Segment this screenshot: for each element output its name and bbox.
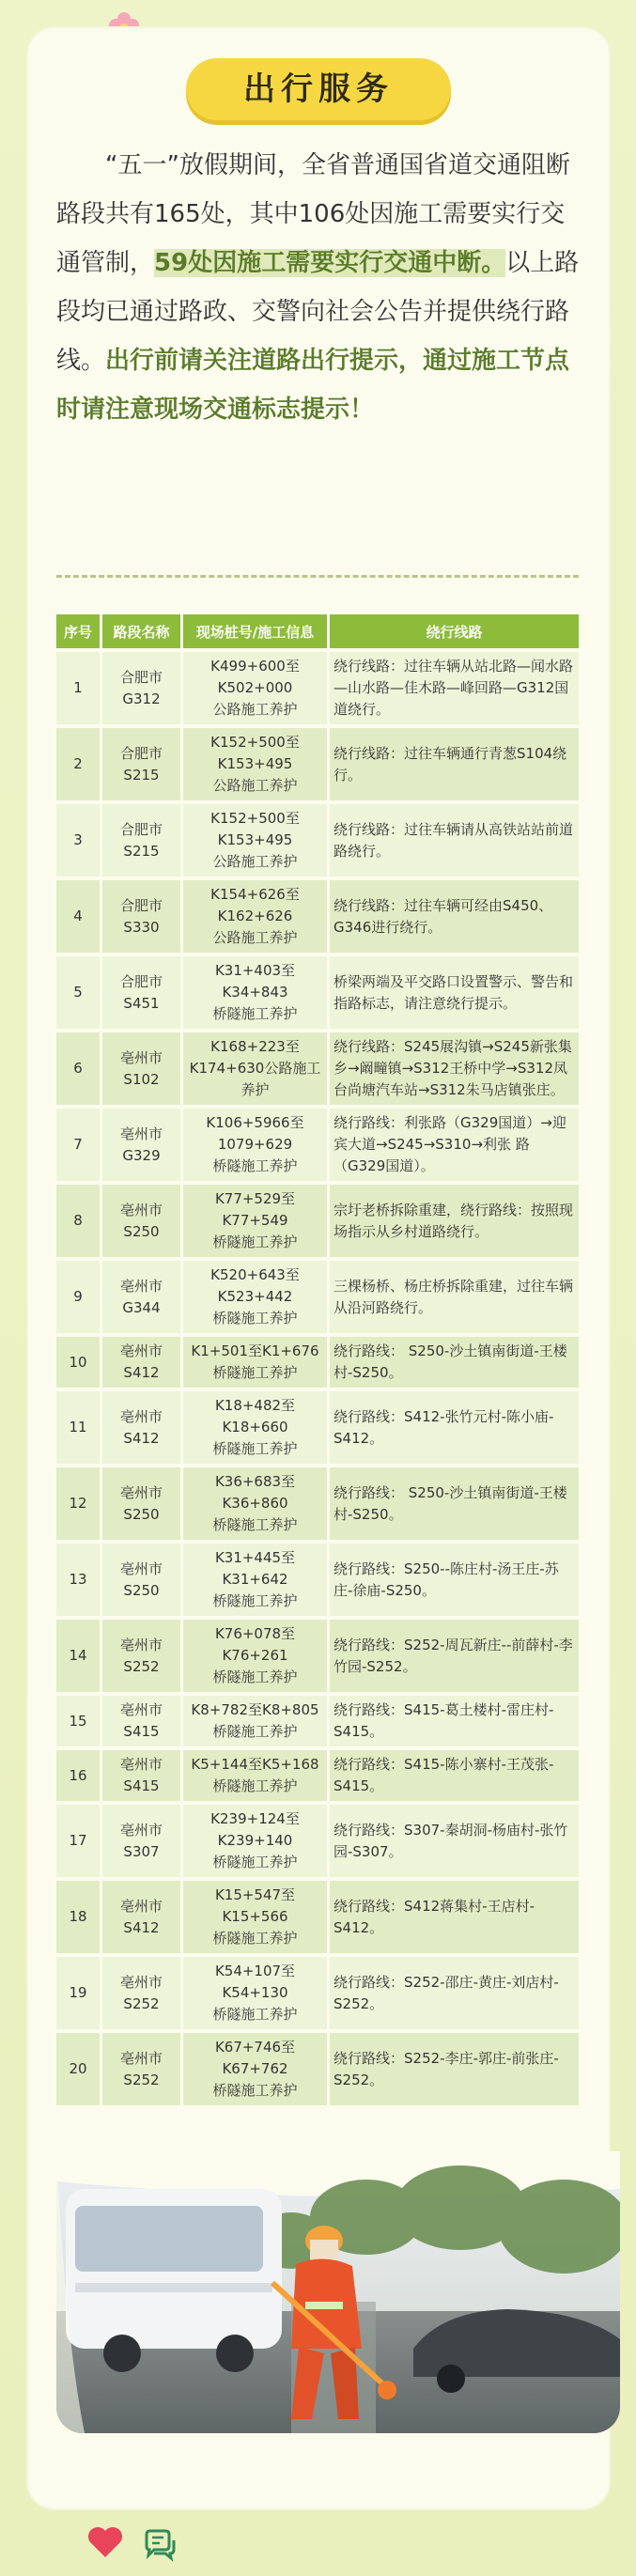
row-road-name: 合肥市 S215 xyxy=(100,728,180,800)
table-row xyxy=(56,1261,579,1333)
row-stake-info: K77+529至 K77+549 桥隧施工养护 xyxy=(180,1185,327,1257)
row-index: 14 xyxy=(56,1620,100,1692)
row-stake-info: K499+600至 K502+000 公路施工养护 xyxy=(180,652,327,724)
table-row xyxy=(56,1185,579,1257)
row-index: 19 xyxy=(56,1957,100,2029)
row-stake-info: K76+078至 K76+261 桥隧施工养护 xyxy=(180,1620,327,1692)
header-detour: 绕行线路 xyxy=(327,614,579,648)
heart-icon[interactable] xyxy=(86,2525,124,2559)
header-road-name: 路段名称 xyxy=(100,614,180,648)
row-stake-info: K31+403至 K34+843 桥隧施工养护 xyxy=(180,956,327,1029)
row-stake-info: K152+500至 K153+495 公路施工养护 xyxy=(180,728,327,800)
table-row xyxy=(56,1337,579,1388)
row-index: 1 xyxy=(56,652,100,724)
row-detour: 绕行路线：利张路（G329国道）→迎宾大道→S245→S310→利张 路（G329国道）。 xyxy=(327,1109,579,1181)
row-stake-info: K67+746至 K67+762 桥隧施工养护 xyxy=(180,2033,327,2105)
row-detour: 绕行路线： S250-沙土镇南街道-王楼村-S250。 xyxy=(327,1467,579,1540)
table-row xyxy=(56,1467,579,1540)
dashed-divider xyxy=(56,575,579,578)
row-index: 10 xyxy=(56,1337,100,1388)
row-stake-info: K152+500至 K153+495 公路施工养护 xyxy=(180,804,327,877)
row-detour: 绕行线路：过往车辆可经由S450、G346进行绕行。 xyxy=(327,880,579,953)
row-road-name: 亳州市 G344 xyxy=(100,1261,180,1333)
row-detour: 宗圩老桥拆除重建，绕行路线：按照现场指示从乡村道路绕行。 xyxy=(327,1185,579,1257)
row-stake-info: K31+445至 K31+642 桥隧施工养护 xyxy=(180,1544,327,1616)
table-row xyxy=(56,728,579,800)
row-detour: 绕行线路：过往车辆从站北路—闻水路—山水路—佳木路—峰回路—G312国道绕行。 xyxy=(327,652,579,724)
row-stake-info: K1+501至K1+676 桥隧施工养护 xyxy=(180,1337,327,1388)
comment-icon[interactable] xyxy=(141,2525,178,2563)
row-stake-info: K106+5966至 1079+629 桥隧施工养护 xyxy=(180,1109,327,1181)
row-detour: 三棵杨桥、杨庄桥拆除重建，过往车辆从沿河路绕行。 xyxy=(327,1261,579,1333)
row-stake-info: K154+626至 K162+626 公路施工养护 xyxy=(180,880,327,953)
section-title-text: 出行服务 xyxy=(243,70,394,108)
row-road-name: 亳州市 S252 xyxy=(100,1620,180,1692)
intro-paragraph xyxy=(56,141,582,434)
table-row xyxy=(56,1620,579,1692)
row-index: 2 xyxy=(56,728,100,800)
row-road-name: 亳州市 S415 xyxy=(100,1696,180,1746)
row-road-name: 合肥市 S215 xyxy=(100,804,180,877)
row-index: 6 xyxy=(56,1032,100,1105)
table-row xyxy=(56,1750,579,1801)
row-stake-info: K18+482至 K18+660 桥隧施工养护 xyxy=(180,1391,327,1464)
table-body xyxy=(56,652,579,2105)
row-road-name: 亳州市 S102 xyxy=(100,1032,180,1105)
row-detour: 绕行路线：S252-邵庄-黄庄-刘店村-S252。 xyxy=(327,1957,579,2029)
table-row xyxy=(56,1881,579,1953)
table-row xyxy=(56,2033,579,2105)
row-stake-info: K5+144至K5+168 桥隧施工养护 xyxy=(180,1750,327,1801)
row-road-name: 亳州市 S250 xyxy=(100,1467,180,1540)
row-road-name: 亳州市 S307 xyxy=(100,1805,180,1877)
row-detour: 绕行路线： S250-沙土镇南街道-王楼村-S250。 xyxy=(327,1337,579,1388)
row-road-name: 亳州市 S412 xyxy=(100,1391,180,1464)
row-index: 20 xyxy=(56,2033,100,2105)
row-detour: 绕行线路：过往车辆通行青葱S104绕行。 xyxy=(327,728,579,800)
row-road-name: 亳州市 S250 xyxy=(100,1185,180,1257)
row-stake-info: K520+643至 K523+442 桥隧施工养护 xyxy=(180,1261,327,1333)
row-index: 15 xyxy=(56,1696,100,1746)
row-index: 16 xyxy=(56,1750,100,1801)
table-row xyxy=(56,1696,579,1746)
row-index: 7 xyxy=(56,1109,100,1181)
road-closure-table xyxy=(56,611,579,2109)
intro-text-1: “五一”放假期间，全省普通国省道交通阻断路段共有165处，其中106处因施工需要实行交通管制， xyxy=(56,151,570,277)
row-detour: 绕行路线：S250--陈庄村-汤王庄-苏庄-徐庙-S250。 xyxy=(327,1544,579,1616)
row-road-name: 亳州市 S412 xyxy=(100,1881,180,1953)
row-stake-info: K168+223至 K174+630公路施工养护 xyxy=(180,1032,327,1105)
row-road-name: 亳州市 S412 xyxy=(100,1337,180,1388)
row-detour: 绕行线路：S245展沟镇→S245新张集乡→阚疃镇→S312王桥中学→S312凤台尚塘汽车站→S312朱马店镇张庄。 xyxy=(327,1032,579,1105)
table-row xyxy=(56,1544,579,1616)
row-detour: 绕行路线：S412蒋集村-王店村-S412。 xyxy=(327,1881,579,1953)
row-road-name: 合肥市 S451 xyxy=(100,956,180,1029)
header-index: 序号 xyxy=(56,614,100,648)
table-row xyxy=(56,880,579,953)
row-road-name: 合肥市 G312 xyxy=(100,652,180,724)
row-index: 3 xyxy=(56,804,100,877)
bus-shape xyxy=(66,2189,282,2372)
table-row xyxy=(56,1391,579,1464)
row-road-name: 亳州市 G329 xyxy=(100,1109,180,1181)
row-stake-info: K8+782至K8+805 桥隧施工养护 xyxy=(180,1696,327,1746)
section-title xyxy=(186,58,451,120)
table-row xyxy=(56,652,579,724)
intro-text-2: 以上路段均已通过路政、交警向社会公告并提供绕行路线。 xyxy=(56,249,580,375)
header-stake-info: 现场桩号/施工信息 xyxy=(180,614,327,648)
table-row xyxy=(56,804,579,877)
table-row xyxy=(56,1957,579,2029)
row-road-name: 亳州市 S415 xyxy=(100,1750,180,1801)
row-road-name: 亳州市 S252 xyxy=(100,2033,180,2105)
table-row xyxy=(56,956,579,1029)
row-detour: 绕行路线：S252-周瓦新庄--前薛村-李竹园-S252。 xyxy=(327,1620,579,1692)
row-detour: 绕行路线：S415-葛土楼村-雷庄村-S415。 xyxy=(327,1696,579,1746)
row-detour: 绕行路线：S252-李庄-郭庄-前张庄-S252。 xyxy=(327,2033,579,2105)
table-row xyxy=(56,1805,579,1877)
table-row xyxy=(56,1032,579,1105)
row-index: 12 xyxy=(56,1467,100,1540)
row-detour: 绕行线路：过往车辆请从高铁站站前道路绕行。 xyxy=(327,804,579,877)
table-header-row xyxy=(56,614,579,648)
row-detour: 绕行路线：S412-张竹元村-陈小庙-S412。 xyxy=(327,1391,579,1464)
road-maintenance-photo xyxy=(56,2151,620,2433)
row-stake-info: K239+124至 K239+140 桥隧施工养护 xyxy=(180,1805,327,1877)
row-index: 17 xyxy=(56,1805,100,1877)
row-road-name: 合肥市 S330 xyxy=(100,880,180,953)
row-stake-info: K54+107至 K54+130 桥隧施工养护 xyxy=(180,1957,327,2029)
row-index: 11 xyxy=(56,1391,100,1464)
row-index: 4 xyxy=(56,880,100,953)
row-stake-info: K36+683至 K36+860 桥隧施工养护 xyxy=(180,1467,327,1540)
row-index: 13 xyxy=(56,1544,100,1616)
row-detour: 绕行路线：S415-陈小寨村-王茂张-S415。 xyxy=(327,1750,579,1801)
row-index: 5 xyxy=(56,956,100,1029)
row-index: 8 xyxy=(56,1185,100,1257)
row-detour: 绕行路线：S307-秦胡洞-杨庙村-张竹园-S307。 xyxy=(327,1805,579,1877)
row-stake-info: K15+547至 K15+566 桥隧施工养护 xyxy=(180,1881,327,1953)
row-index: 18 xyxy=(56,1881,100,1953)
table-row xyxy=(56,1109,579,1181)
row-road-name: 亳州市 S250 xyxy=(100,1544,180,1616)
row-detour: 桥梁两端及平交路口设置警示、警告和指路标志，请注意绕行提示。 xyxy=(327,956,579,1029)
intro-emphasis-2: 出行前请关注道路出行提示，通过施工节点时请注意现场交通标志提示！ xyxy=(56,347,570,424)
row-road-name: 亳州市 S252 xyxy=(100,1957,180,2029)
intro-emphasis-1: 59处因施工需要实行交通中断。 xyxy=(154,249,506,277)
row-index: 9 xyxy=(56,1261,100,1333)
